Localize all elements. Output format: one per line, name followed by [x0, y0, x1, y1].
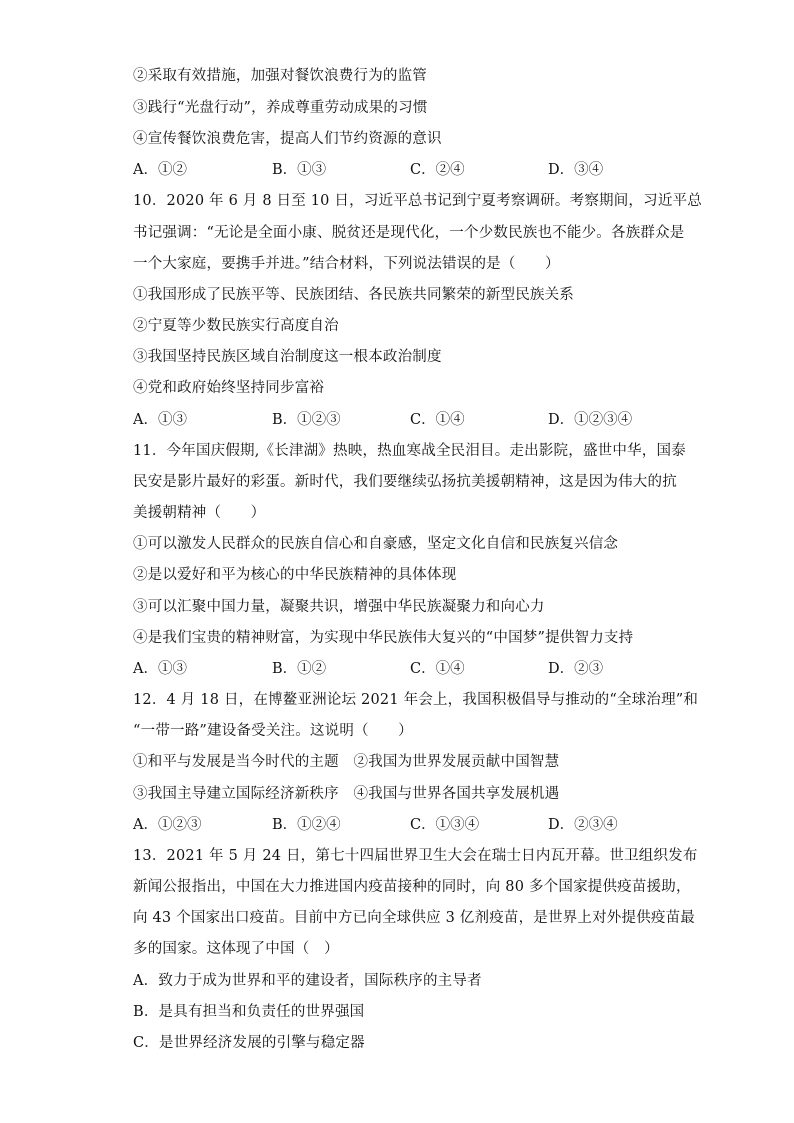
q13-stem-line-2: 新闻公报指出，中国在大力推进国内疫苗接种的同时，向 80 多个国家提供疫苗援助，: [133, 879, 691, 895]
q11-option-a: A．①③: [133, 661, 187, 677]
q9-option-a: A．①②: [133, 162, 187, 178]
q10-stem-line-3: 一个大家庭，要携手并进。”结合材料，下列说法错误的是（ ）: [133, 256, 560, 272]
q9-statement-3: ③践行“光盘行动”，养成尊重劳动成果的习惯: [133, 100, 428, 116]
q13-option-c: C．是世界经济发展的引擎与稳定器: [133, 1035, 365, 1051]
q9-option-b: B．①③: [272, 162, 327, 178]
q11-statement-4: ④是我们宝贵的精神财富，为实现中华民族伟大复兴的“中国梦”提供智力支持: [133, 630, 634, 646]
q11-statement-1: ①可以激发人民群众的民族自信心和自豪感，坚定文化自信和民族复兴信念: [133, 536, 619, 552]
q12-option-b: B．①②④: [272, 817, 341, 833]
q9-option-c: C．②④: [410, 162, 465, 178]
q13-option-b: B．是具有担当和负责任的世界强国: [133, 1004, 365, 1020]
q10-option-b: B．①②③: [272, 412, 341, 428]
q11-option-c: C．①④: [410, 661, 465, 677]
q10-statement-2: ②宁夏等少数民族实行高度自治: [133, 318, 339, 334]
q13-stem-line-3: 向 43 个国家出口疫苗。目前中方已向全球供应 3 亿剂疫苗，是世界上对外提供疫苗最: [133, 910, 696, 926]
q13-option-a: A．致力于成为世界和平的建设者，国际秩序的主导者: [133, 973, 482, 989]
q12-statements-1-2: ①和平与发展是当今时代的主题 ②我国为世界发展贡献中国智慧: [133, 754, 560, 770]
q12-option-c: C．①③④: [410, 817, 480, 833]
q11-option-d: D．②③: [548, 661, 604, 677]
q12-stem-line-2: “一带一路”建设备受关注。这说明（ ）: [133, 723, 413, 739]
q13-stem-line-1: 13．2021 年 5 月 24 日，第七十四届世界卫生大会在瑞士日内瓦开幕。世卫组织发布: [133, 848, 698, 864]
q9-statement-4: ④宣传餐饮浪费危害，提高人们节约资源的意识: [133, 131, 442, 147]
q12-option-a: A．①②③: [133, 817, 202, 833]
q11-option-b: B．①②: [272, 661, 327, 677]
q11-stem-line-2: 民安是影片最好的彩蛋。新时代，我们要继续弘扬抗美援朝精神，这是因为伟大的抗: [133, 474, 677, 490]
q11-statement-2: ②是以爱好和平为核心的中华民族精神的具体体现: [133, 567, 457, 583]
q9-statement-2: ②采取有效措施，加强对餐饮浪费行为的监管: [133, 68, 427, 84]
q12-option-d: D．②③④: [548, 817, 618, 833]
q10-option-c: C．①④: [410, 412, 465, 428]
q10-stem-line-2: 书记强调：“无论是全面小康、脱贫还是现代化，一个少数民族也不能少。各族群众是: [133, 225, 685, 241]
q11-statement-3: ③可以汇聚中国力量，凝聚共识，增强中华民族凝聚力和向心力: [133, 599, 545, 615]
q10-statement-3: ③我国坚持民族区域自治制度这一根本政治制度: [133, 349, 442, 365]
q10-statement-4: ④党和政府始终坚持同步富裕: [133, 380, 325, 396]
q10-option-a: A．①③: [133, 412, 187, 428]
q12-stem-line-1: 12．4 月 18 日，在博鳌亚洲论坛 2021 年会上，我国积极倡导与推动的“全球治理”和: [133, 692, 699, 708]
q10-stem-line-1: 10．2020 年 6 月 8 日至 10 日，习近平总书记到宁夏考察调研。考察期间，习近平总: [133, 193, 702, 209]
q11-stem-line-3: 美援朝精神（ ）: [133, 505, 266, 521]
q11-stem-line-1: 11．今年国庆假期,《长津湖》热映，热血寒战全民泪目。走出影院，盛世中华，国泰: [133, 443, 686, 459]
q10-statement-1: ①我国形成了民族平等、民族团结、各民族共同繁荣的新型民族关系: [133, 287, 574, 303]
q12-statements-3-4: ③我国主导建立国际经济新秩序 ④我国与世界各国共享发展机遇: [133, 786, 560, 802]
q13-stem-line-4: 多的国家。这体现了中国（ ）: [133, 941, 339, 957]
q10-option-d: D．①②③④: [548, 412, 633, 428]
q9-option-d: D．③④: [548, 162, 604, 178]
